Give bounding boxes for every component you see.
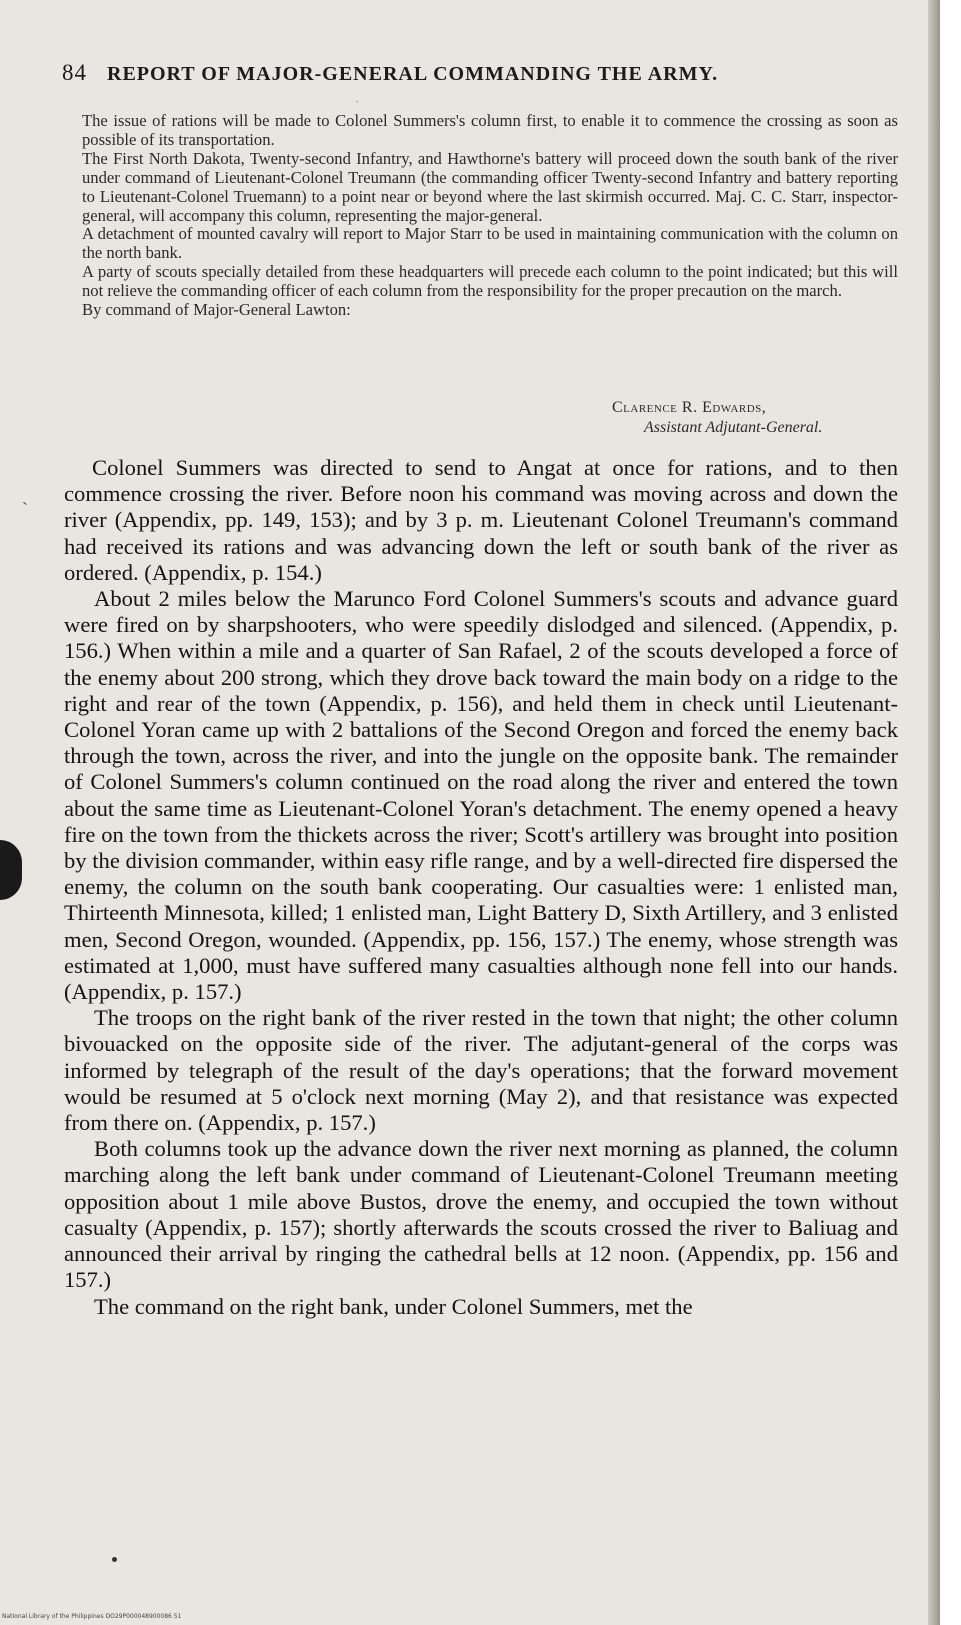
ink-speck <box>112 1557 117 1562</box>
general-order-block <box>82 112 898 320</box>
body-paragraph: About 2 miles below the Marunco Ford Colonel Summers's scouts and advance guard were fired on by sharpshooters, who were speedily dislodged and silenced. (Appendix, p. 156.) When within a mile and a quarter of San Rafael, 2 of the scouts developed a force of the enemy about 200 strong, which they drove back toward the main body on a ridge to the right and rear of the town (Appendix, p. 156), and held them in check until Lieutenant-Colonel Yoran came up with 2 battalions of the Second Oregon and forced the enemy back through the town, across the river, and into the jungle on the opposite bank. The remainder of Colonel Summers's column continued on the road along the river and entered the town about the same time as Lieutenant-Colonel Yoran's detachment. The enemy opened a heavy fire on the town from the thickets across the river; Scott's artillery was brought into position by the division commander, within easy rifle range, and by a well-directed fire dispersed the enemy, the column on the south bank cooperating. Our casualties were: 1 enlisted man, Thirteenth Minnesota, killed; 1 enlisted man, Light Battery D, Sixth Artillery, and 3 enlisted men, Second Oregon, wounded. (Appendix, pp. 156, 157.) The enemy, whose strength was estimated at 1,000, must have suffered many casualties although none fell into our hands. (Appendix, p. 157.) <box>64 586 898 1005</box>
signature-name: Clarence R. Edwards, <box>612 399 767 416</box>
page-margin <box>940 0 961 1625</box>
running-header <box>62 60 862 86</box>
order-paragraph: A detachment of mounted cavalry will report to Major Starr to be used in maintaining communication with the column on the north bank. <box>82 224 898 263</box>
page-number: 84 <box>62 60 87 85</box>
order-paragraph: The First North Dakota, Twenty-second Infantry, and Hawthorne's battery will proceed down the south bank of the river under command of Lieutenant-Colonel Treumann (the commanding officer Twenty-second Infantry and battery reporting to Lieutenant-Colonel Truemann) to a point near or beyond where the last skirmish occurred. Maj. C. C. Starr, inspector-general, will accompany this column, representing the major-general. <box>82 148 898 225</box>
scan-mark: ˈ <box>355 98 359 112</box>
margin-mark: ˋ <box>22 499 28 519</box>
order-paragraph: A party of scouts specially detailed from these headquarters will precede each column to the point indicated; but this will not relieve the commanding officer of each column from the responsibility for the proper precaution on the march. <box>82 262 898 301</box>
signature-rank: Assistant Adjutant-General. <box>644 419 823 436</box>
body-paragraph: The troops on the right bank of the river rested in the town that night; the other column bivouacked on the opposite side of the river. The adjutant-general of the corps was informed by telegraph of the result of the day's operations; that the forward movement would be resumed at 5 o'clock next morning (May 2), and that resistance was expected from there on. (Appendix, p. 157.) <box>64 1005 898 1136</box>
order-paragraph: The issue of rations will be made to Colonel Summers's column first, to enable it to commence the crossing as soon as possible of its transportation. <box>82 111 898 149</box>
body-paragraph: The command on the right bank, under Colonel Summers, met the <box>94 1293 693 1319</box>
signature-block <box>612 398 912 438</box>
scan-footer: National Library of the Philippines DO29P000048900086 51 <box>2 1613 182 1620</box>
page-edge-shadow <box>928 0 940 1625</box>
body-paragraph: Colonel Summers was directed to send to Angat at once for rations, and to then commence crossing the river. Before noon his command was moving across and down the river (Appendix, pp. 149, 153); and by 3 p. m. Lieutenant Colonel Treumann's command had received its rations and was advancing down the left or south bank of the river as ordered. (Appendix, p. 154.) <box>64 455 898 585</box>
order-paragraph: By command of Major-General Lawton: <box>82 300 351 320</box>
body-paragraph: Both columns took up the advance down the river next morning as planned, the column marching along the left bank under command of Lieutenant-Colonel Treumann meeting opposition about 1 mile above Bustos, drove the enemy, and occupied the town without casualty (Appendix, p. 157); shortly afterwards the scouts crossed the river to Baliuag and announced their arrival by ringing the cathedral bells at 12 noon. (Appendix, pp. 156 and 157.) <box>64 1136 898 1293</box>
report-body <box>64 455 898 1320</box>
running-title: REPORT OF MAJOR-GENERAL COMMANDING THE ARMY. <box>107 63 719 85</box>
